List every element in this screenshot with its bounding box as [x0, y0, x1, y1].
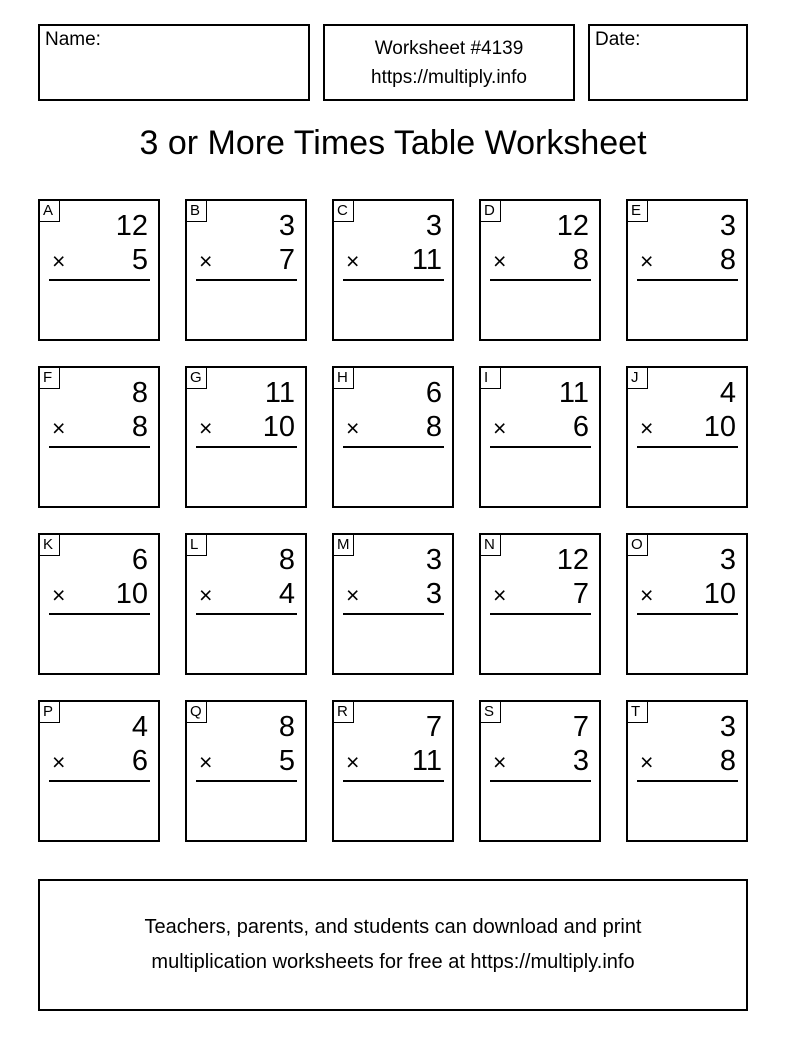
answer-line — [490, 279, 591, 281]
problem-card[interactable] — [185, 199, 307, 341]
problem-letter: B — [187, 201, 207, 222]
problem-card[interactable] — [626, 700, 748, 842]
multiplier: 5 — [131, 244, 148, 276]
times-sign: × — [346, 415, 360, 441]
times-sign: × — [199, 749, 213, 775]
problem-letter: C — [334, 201, 354, 222]
multiplier: 8 — [425, 411, 442, 443]
problem-letter: G — [187, 368, 207, 389]
answer-line — [343, 780, 444, 782]
multiplier: 7 — [278, 244, 295, 276]
problem-letter: M — [334, 535, 354, 556]
problem-letter: E — [628, 201, 648, 222]
times-sign: × — [640, 749, 654, 775]
times-sign: × — [199, 582, 213, 608]
worksheet-url: https://multiply.info — [371, 66, 527, 88]
problem-letter: K — [40, 535, 60, 556]
multiplicand: 11 — [558, 377, 589, 409]
answer-line — [343, 446, 444, 448]
answer-line — [196, 279, 297, 281]
multiplicand: 8 — [278, 544, 295, 576]
answer-line — [490, 780, 591, 782]
answer-line — [49, 446, 150, 448]
problem-letter: O — [628, 535, 648, 556]
answer-line — [49, 780, 150, 782]
problem-card[interactable] — [38, 199, 160, 341]
answer-line — [49, 613, 150, 615]
multiplicand: 6 — [131, 544, 148, 576]
multiplier: 6 — [572, 411, 589, 443]
multiplier: 8 — [131, 411, 148, 443]
multiplier: 11 — [411, 745, 442, 777]
multiplier: 11 — [411, 244, 442, 276]
times-sign: × — [52, 415, 66, 441]
answer-line — [490, 613, 591, 615]
problem-card[interactable] — [332, 533, 454, 675]
problem-card[interactable] — [479, 700, 601, 842]
times-sign: × — [640, 248, 654, 274]
answer-line — [196, 613, 297, 615]
answer-line — [343, 279, 444, 281]
problem-card[interactable] — [332, 366, 454, 508]
problem-letter: Q — [187, 702, 207, 723]
answer-line — [49, 279, 150, 281]
multiplicand: 4 — [131, 711, 148, 743]
date-label: Date: — [595, 29, 641, 50]
multiplier: 7 — [572, 578, 589, 610]
worksheet-info-box — [323, 24, 575, 101]
answer-line — [637, 279, 738, 281]
problem-card[interactable] — [626, 533, 748, 675]
problem-card[interactable] — [38, 366, 160, 508]
multiplier: 4 — [278, 578, 295, 610]
times-sign: × — [493, 582, 507, 608]
problem-card[interactable] — [38, 700, 160, 842]
page-title: 3 or More Times Table Worksheet — [139, 124, 647, 162]
multiplier: 10 — [262, 411, 295, 443]
problem-card[interactable] — [332, 700, 454, 842]
multiplier: 10 — [703, 411, 736, 443]
multiplicand: 3 — [719, 544, 736, 576]
times-sign: × — [52, 749, 66, 775]
multiplier: 10 — [115, 578, 148, 610]
problem-card[interactable] — [332, 199, 454, 341]
problem-card[interactable] — [185, 700, 307, 842]
multiplier: 6 — [131, 745, 148, 777]
multiplier: 8 — [719, 244, 736, 276]
problem-letter: A — [40, 201, 60, 222]
problem-letter: L — [187, 535, 207, 556]
multiplicand: 12 — [556, 544, 589, 576]
answer-line — [637, 613, 738, 615]
times-sign: × — [640, 582, 654, 608]
problem-card[interactable] — [479, 366, 601, 508]
problem-letter: I — [481, 368, 501, 389]
multiplier: 8 — [572, 244, 589, 276]
times-sign: × — [52, 248, 66, 274]
problem-card[interactable] — [38, 533, 160, 675]
times-sign: × — [199, 415, 213, 441]
multiplicand: 11 — [264, 377, 295, 409]
problem-letter: D — [481, 201, 501, 222]
problem-card[interactable] — [479, 199, 601, 341]
footer-line-1: Teachers, parents, and students can download and print — [144, 916, 642, 938]
multiplier: 3 — [572, 745, 589, 777]
problem-letter: P — [40, 702, 60, 723]
times-sign: × — [493, 248, 507, 274]
answer-line — [637, 446, 738, 448]
multiplicand: 6 — [425, 377, 442, 409]
footer-line-2: multiplication worksheets for free at https://multiply.info — [151, 951, 635, 973]
answer-line — [490, 446, 591, 448]
multiplicand: 12 — [556, 210, 589, 242]
times-sign: × — [346, 749, 360, 775]
multiplier: 3 — [425, 578, 442, 610]
problem-letter: H — [334, 368, 354, 389]
multiplicand: 3 — [719, 711, 736, 743]
multiplicand: 4 — [719, 377, 736, 409]
problem-letter: T — [628, 702, 648, 723]
answer-line — [196, 446, 297, 448]
problem-letter: J — [628, 368, 648, 389]
multiplicand: 8 — [278, 711, 295, 743]
date-field[interactable] — [588, 24, 748, 101]
worksheet-number: Worksheet #4139 — [374, 37, 524, 59]
answer-line — [637, 780, 738, 782]
multiplicand: 3 — [425, 544, 442, 576]
name-label: Name: — [45, 29, 101, 50]
problem-card[interactable] — [185, 366, 307, 508]
multiplier: 8 — [719, 745, 736, 777]
problem-letter: F — [40, 368, 60, 389]
multiplier: 5 — [278, 745, 295, 777]
times-sign: × — [346, 248, 360, 274]
answer-line — [343, 613, 444, 615]
answer-line — [196, 780, 297, 782]
times-sign: × — [199, 248, 213, 274]
times-sign: × — [52, 582, 66, 608]
name-field[interactable] — [38, 24, 310, 101]
multiplicand: 8 — [131, 377, 148, 409]
problem-card[interactable] — [479, 533, 601, 675]
problem-card[interactable] — [626, 366, 748, 508]
multiplicand: 3 — [278, 210, 295, 242]
problem-letter: R — [334, 702, 354, 723]
times-sign: × — [493, 415, 507, 441]
multiplicand: 12 — [115, 210, 148, 242]
times-sign: × — [640, 415, 654, 441]
footer-note — [38, 879, 748, 1011]
problem-card[interactable] — [626, 199, 748, 341]
problem-letter: S — [481, 702, 501, 723]
multiplier: 10 — [703, 578, 736, 610]
times-sign: × — [346, 582, 360, 608]
times-sign: × — [493, 749, 507, 775]
multiplicand: 3 — [719, 210, 736, 242]
multiplicand: 7 — [425, 711, 442, 743]
multiplicand: 3 — [425, 210, 442, 242]
multiplicand: 7 — [572, 711, 589, 743]
problem-card[interactable] — [185, 533, 307, 675]
problem-letter: N — [481, 535, 501, 556]
